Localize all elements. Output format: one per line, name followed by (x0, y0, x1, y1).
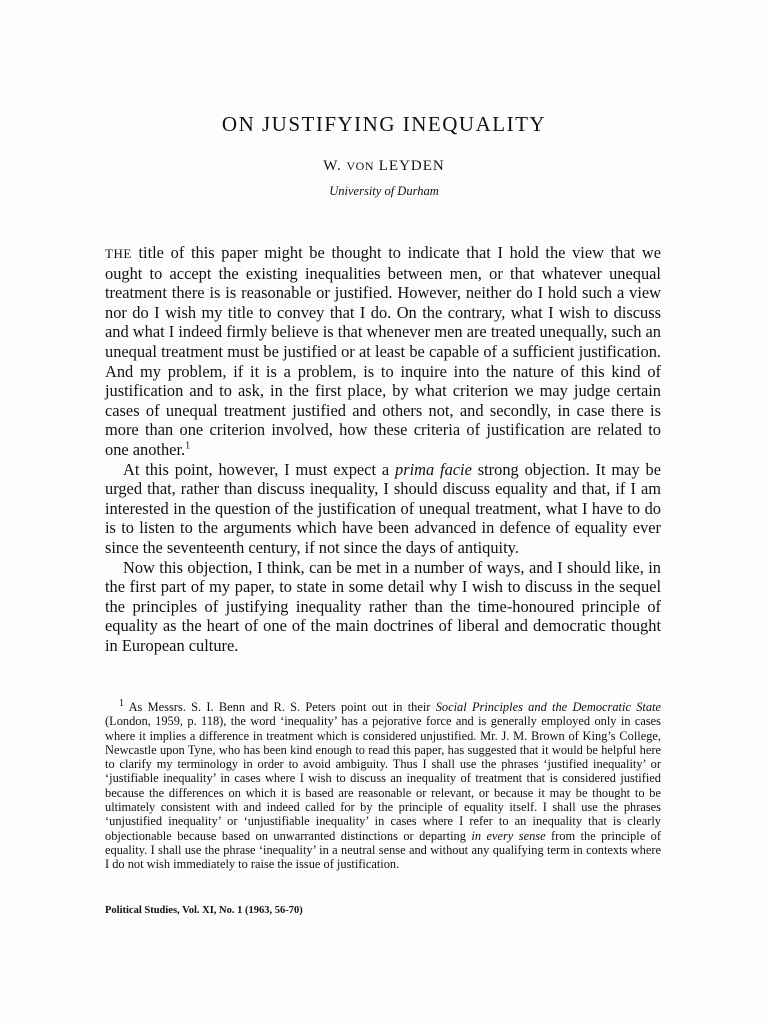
body-text (105, 243, 661, 655)
paragraph-2-text-b: strong objection. It may be urged that, rather than discuss inequality, I should discuss equality and that, if I am interested in the question of the justification of unequal treatment, what I have to do is to listen to the arguments which have been advanced in defence of equality ever since the seventeenth century, if not since the days of antiquity. (105, 459, 661, 557)
journal-citation: Political Studies, Vol. XI, No. 1 (1963, 56-70) (105, 905, 303, 916)
paragraph-1-text: title of this paper might be thought to indicate that I hold the view that we ought to accept the existing inequalities between men, or that whatever unequal treatment there is is reasonable or justified. However, neither do I hold such a view nor do I wish my title to convey that I do. On the contrary, what I wish to discuss and what I indeed firmly believe is that whenever men are treated unequally, such an unequal treatment must be justified or at least be capable of a sufficient justification. And my problem, if it is a problem, is to inquire into the nature of this kind of justification and to ask, in the first place, by what criterion we may judge certain cases of unequal treatment justified and others not, and secondly, in case there is more than one criterion involved, how these criteria of justification are related to one another. (105, 243, 661, 459)
footnote-1 (105, 697, 661, 872)
footnote-text-b: (London, 1959, p. 118), the word ‘inequality’ has a pejorative force and is generally employed only in cases where it implies a difference in treatment which is considered unjustified. Mr. J. M. Brown of King’s College, Newcastle upon Tyne, who has been kind enough to read this paper, has suggested that it would be helpful here to clarify my terminology in order to avoid ambiguity. Thus I shall use the phrases ‘justified inequality’ or ‘justifiable inequality’ in cases where I wish to discuss an inequality of treatment that is considered justified because the differences on which it is based are reasonable or relevant, or because it may be thought to be ultimately consistent with and indeed called for by the principle of equality itself. I shall use the phrases ‘unjustified inequality’ or ‘unjustifiable inequality’ in cases where I refer to an inequality that is clearly objectionable because based on unwarranted distinctions or departing (105, 714, 661, 843)
author-von: VON (346, 159, 375, 173)
paper-title: ON JUSTIFYING INEQUALITY (221, 112, 547, 136)
footnote-text-c: from the principle of equality. I shall use the phrase ‘inequality’ in a neutral sense and without any qualifying term in contexts where I do not wish immediately to raise the issue of justification. (105, 828, 661, 872)
paragraph-1-lead: THE (105, 246, 132, 261)
paragraph-3: Now this objection, I think, can be met in a number of ways, and I should like, in the first part of my paper, to state in some detail why I wish to discuss in the sequel the principles of justifying inequality rather than the time-honoured principle of equality as the heart of one of the main doctrines of liberal and democratic thought in European culture. (105, 557, 661, 655)
author-name (0, 158, 768, 175)
paragraph-2-italic: prima facie (395, 459, 472, 479)
paragraph-2-text-a: At this point, however, I must expect a (123, 459, 396, 479)
author-surname: LEYDEN (374, 158, 445, 174)
footnote-italic-emphasis: in every sense (471, 828, 546, 843)
footnote-number: 1 (119, 697, 124, 709)
paragraph-1 (105, 243, 661, 460)
footnote-italic-title: Social Principles and the Democratic State (435, 700, 661, 714)
footnote (105, 697, 661, 872)
paragraph-2 (105, 460, 661, 558)
author-affiliation: University of Durham (329, 184, 439, 198)
author-initial: W. (323, 158, 347, 174)
footnote-text-a: As Messrs. S. I. Benn and R. S. Peters point out in their (124, 700, 436, 714)
footnote-ref-1: 1 (185, 440, 191, 452)
